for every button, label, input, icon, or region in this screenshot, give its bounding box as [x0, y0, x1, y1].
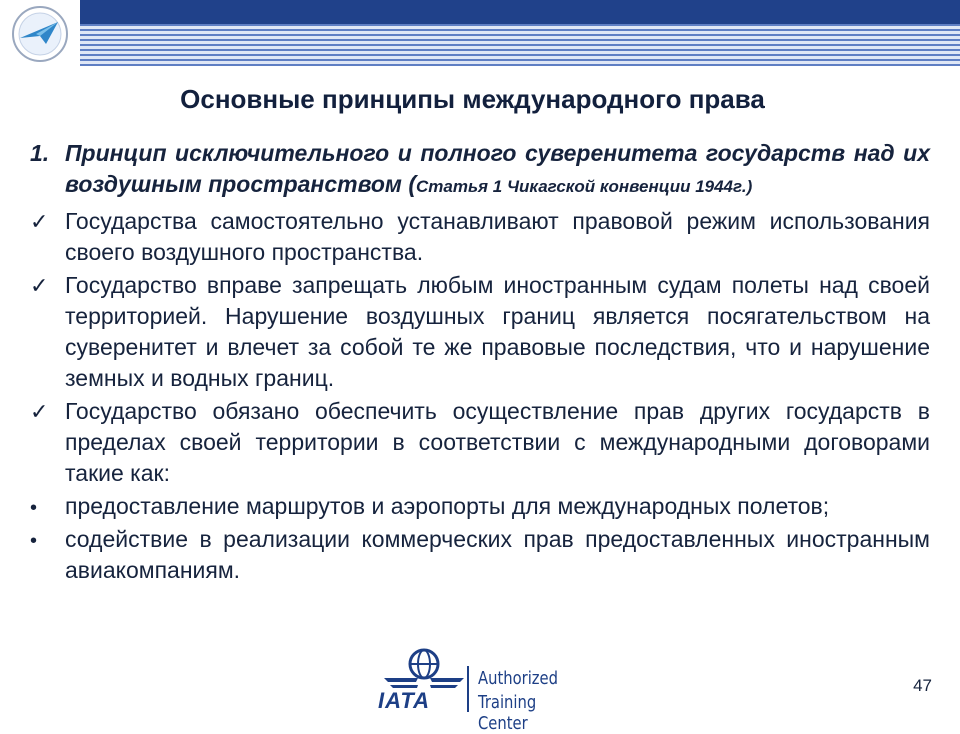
principle-note: Статья 1 Чикагской конвенции 1944г.): [416, 177, 753, 196]
page-number: 47: [913, 676, 932, 695]
header-band: [80, 0, 960, 66]
footer-divider: [467, 666, 469, 712]
bullet-item: [30, 491, 930, 522]
footer-line1: Authorized: [478, 668, 559, 689]
organization-logo: [0, 0, 80, 66]
check-item: [30, 270, 930, 394]
iata-wordmark: IATA: [378, 688, 431, 713]
bullet-icon: •: [30, 530, 38, 552]
plane-emblem-icon: [6, 4, 74, 64]
check-item-text: Государство вправе запрещать любым иностранным судам полеты над своей территорией. Нарушение воздушных границ является посягательством на суверенитет и влечет за собой те же правовые последствия, что и нарушение земных и водных границ.: [65, 272, 930, 391]
check-item: [30, 396, 930, 489]
checkmark-icon: ✓: [30, 209, 49, 234]
checkmark-icon: ✓: [30, 273, 49, 298]
footer-line2: Training Center: [478, 692, 537, 734]
slide-title: Основные принципы международного права: [180, 84, 765, 114]
check-item: [30, 206, 930, 268]
bullet-item: [30, 524, 930, 586]
check-item-text: Государство обязано обеспечить осуществление прав других государств в пределах своей территории в соответствии с международными договорами такие как:: [65, 398, 930, 486]
bullet-icon: •: [30, 497, 38, 519]
iata-globe-icon: [384, 648, 464, 692]
header-dark-strip: [80, 0, 960, 24]
checkmark-icon: ✓: [30, 399, 49, 424]
header-stripes: [80, 24, 960, 66]
principle-text: Принцип исключительного и полного суверенитета государств над их воздушным пространством (: [65, 140, 930, 197]
bullet-item-text: предоставление маршрутов и аэропорты для международных полетов;: [65, 493, 830, 519]
check-item-text: Государства самостоятельно устанавливают правовой режим использования своего воздушного пространства.: [65, 208, 930, 265]
bullet-item-text: содействие в реализации коммерческих прав предоставленных иностранным авиакомпаниям.: [65, 526, 930, 583]
principle-item: [30, 138, 930, 202]
principle-number: 1.: [30, 140, 50, 166]
slide-content: [30, 138, 930, 588]
iata-training-logo: [370, 648, 590, 734]
